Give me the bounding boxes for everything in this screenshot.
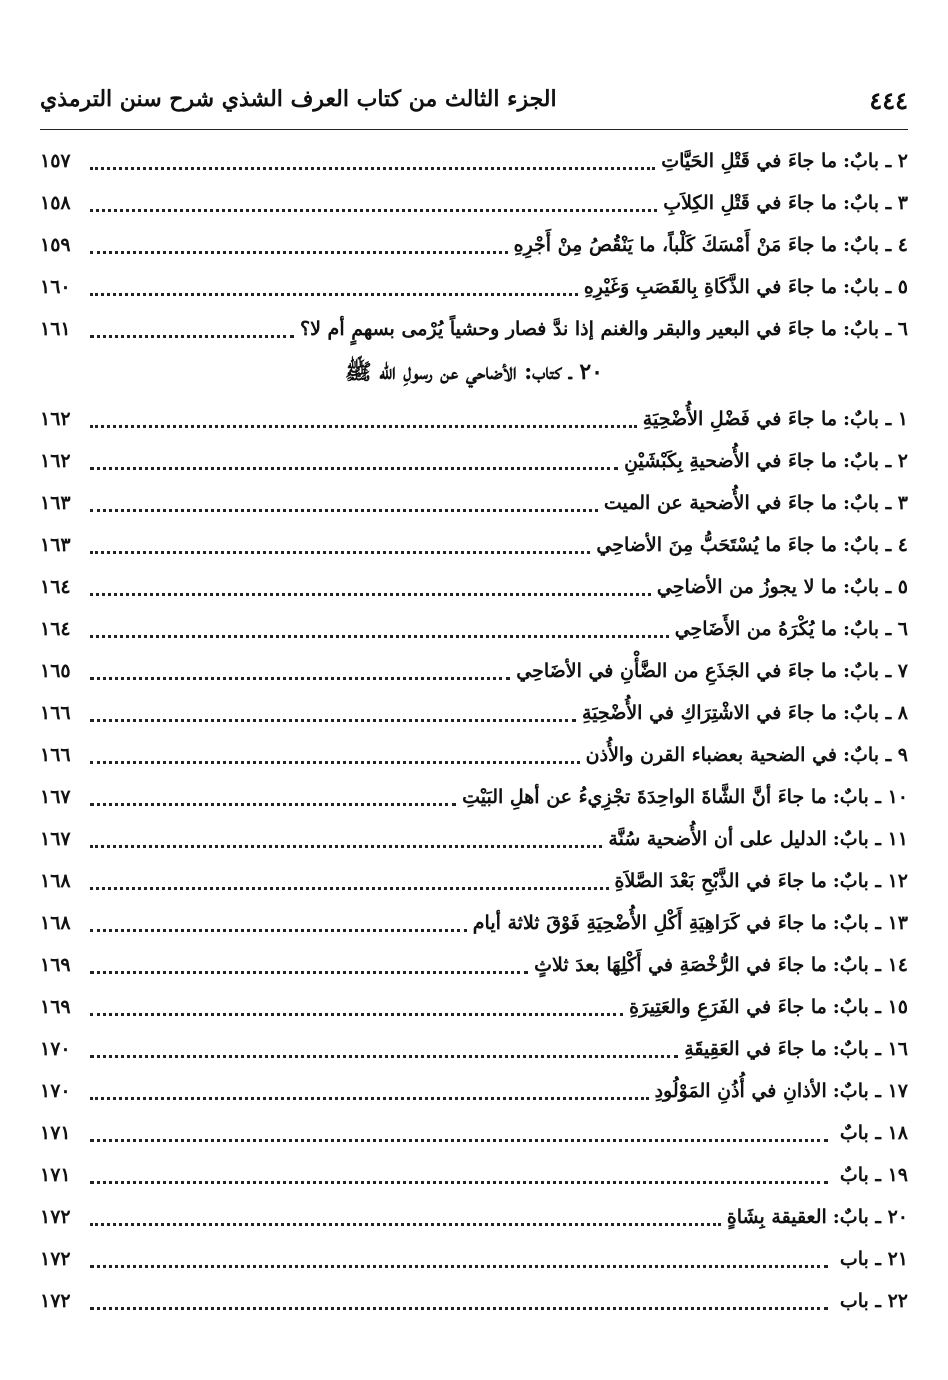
dot-leader <box>90 719 576 722</box>
toc-entry <box>40 1028 908 1070</box>
dot-leader <box>90 1265 828 1268</box>
dot-leader <box>90 1013 623 1016</box>
entry-title: ما يُكْرَهُ من الأَضَاحِي <box>674 618 837 640</box>
entry-number: ١٢ ـ بابٌ: <box>832 870 908 892</box>
toc-list-bottom <box>40 398 908 1322</box>
dot-leader <box>90 1223 721 1226</box>
entry-page-number: ١٦٤ <box>40 576 71 598</box>
toc-entry <box>40 1280 908 1322</box>
dot-leader <box>90 1307 828 1310</box>
entry-page-number: ١٦٦ <box>40 702 71 724</box>
entry-page-number: ١٦٨ <box>40 870 71 892</box>
entry-number: ١٩ ـ بابٌ <box>839 1164 908 1186</box>
page-number: ٤٤٤ <box>869 86 908 115</box>
entry-number: ١٦ ـ بابٌ: <box>832 1038 908 1060</box>
entry-title: ما جاءَ في الذَّكَاةِ بِالقَصَبِ وَغَيْرِهِ <box>583 276 837 298</box>
entry-title: ما جاءَ في البعير والبقر والغنم إذا ندَّ فصار وحشياً يُرْمى بسهمٍ أم لا؟ <box>300 318 837 340</box>
entry-title: ما جاءَ مَنْ أَمْسَكَ كَلْباً، ما يَنْقُصُ مِنْ أَجْرِهِ <box>513 234 837 256</box>
entry-page-number: ١٦٧ <box>40 786 71 808</box>
entry-title: العقيقة بِشَاةٍ <box>726 1206 827 1228</box>
entry-number: ٢١ ـ باب <box>839 1248 908 1270</box>
entry-page-number: ١٧١ <box>40 1122 71 1144</box>
toc-entry <box>40 224 908 266</box>
entry-title: الأذانِ في أُذُنِ المَوْلُودِ <box>654 1080 827 1102</box>
toc-entry <box>40 1238 908 1280</box>
entry-number: ٢٠ ـ بابٌ: <box>832 1206 908 1228</box>
toc-entry <box>40 1070 908 1112</box>
entry-title: في الضحية بعضباء القرن والأُذن <box>585 744 837 766</box>
entry-page-number: ١٥٧ <box>40 150 71 172</box>
entry-number: ٤ ـ بابٌ: <box>843 534 908 556</box>
entry-page-number: ١٦٨ <box>40 912 71 934</box>
toc-entry <box>40 182 908 224</box>
dot-leader <box>90 971 528 974</box>
entry-page-number: ١٦٩ <box>40 954 71 976</box>
entry-title: ما جاءَ في الفَرَعِ والعَتِيرَةِ <box>629 996 827 1018</box>
dot-leader <box>90 1097 649 1100</box>
section-heading: ٢٠ ـ كتاب: الأضاحي عن رسولِ الله ﷺ <box>345 359 603 385</box>
header-rule <box>40 129 908 130</box>
entry-page-number: ١٧٠ <box>40 1080 71 1102</box>
dot-leader <box>90 425 637 428</box>
toc-entry <box>40 398 908 440</box>
entry-page-number: ١٦٣ <box>40 492 71 514</box>
entry-page-number: ١٦٦ <box>40 744 71 766</box>
toc-entry <box>40 140 908 182</box>
entry-page-number: ١٦٢ <box>40 450 71 472</box>
entry-number: ١٥ ـ بابٌ: <box>832 996 908 1018</box>
toc-entry <box>40 1112 908 1154</box>
entry-title: ما جاءَ في كَرَاهِيَةِ أَكْلِ الأُضْحِيَةِ فَوْقَ ثلاثة أيام <box>472 912 827 934</box>
dot-leader <box>90 803 456 806</box>
dot-leader <box>90 677 510 680</box>
dot-leader <box>90 551 590 554</box>
entry-page-number: ١٦٧ <box>40 828 71 850</box>
entry-page-number: ١٦٩ <box>40 996 71 1018</box>
toc-entry <box>40 1196 908 1238</box>
dot-leader <box>90 1181 828 1184</box>
dot-leader <box>90 167 655 170</box>
entry-page-number: ١٥٨ <box>40 192 71 214</box>
dot-leader <box>90 335 294 338</box>
toc-entry <box>40 308 908 350</box>
dot-leader <box>90 467 618 470</box>
entry-page-number: ١٦٠ <box>40 276 71 298</box>
entry-page-number: ١٦٥ <box>40 660 71 682</box>
dot-leader <box>90 251 508 254</box>
entry-title: ما جاءَ ما يُسْتَحَبُّ مِنَ الأضاحِي <box>596 534 837 556</box>
dot-leader <box>90 1055 678 1058</box>
dot-leader <box>90 887 609 890</box>
entry-page-number: ١٦٤ <box>40 618 71 640</box>
table-of-contents <box>40 140 908 1322</box>
entry-number: ٥ ـ بابٌ: <box>843 576 908 598</box>
dot-leader <box>90 593 651 596</box>
toc-entry <box>40 650 908 692</box>
toc-entry <box>40 776 908 818</box>
entry-number: ١٧ ـ بابٌ: <box>832 1080 908 1102</box>
toc-entry <box>40 818 908 860</box>
dot-leader <box>90 209 657 212</box>
toc-entry <box>40 566 908 608</box>
toc-entry <box>40 986 908 1028</box>
entry-number: ٦ ـ بابٌ: <box>843 318 908 340</box>
entry-number: ١٤ ـ بابٌ: <box>832 954 908 976</box>
entry-number: ٩ ـ بابٌ: <box>843 744 908 766</box>
toc-entry <box>40 902 908 944</box>
entry-number: ٢ ـ بابٌ: <box>843 450 908 472</box>
entry-title: ما جاءَ في العَقِيقَةِ <box>684 1038 827 1060</box>
entry-page-number: ١٦٣ <box>40 534 71 556</box>
running-title: الجزء الثالث من كتاب العرف الشذي شرح سنن الترمذي <box>40 86 557 112</box>
toc-entry <box>40 608 908 650</box>
entry-number: ٣ ـ بابٌ: <box>843 492 908 514</box>
entry-title: ما جاءَ في الأُضحيةِ بِكَبْشَيْنِ <box>624 450 837 472</box>
entry-title: ما جاءَ أنَّ الشَّاةَ الواحِدَةَ تجْزِيءُ عن أهلِ البَيْتِ <box>462 786 827 808</box>
toc-entry <box>40 1154 908 1196</box>
dot-leader <box>90 929 467 932</box>
toc-entry <box>40 860 908 902</box>
entry-number: ١٣ ـ بابٌ: <box>832 912 908 934</box>
entry-page-number: ١٧٢ <box>40 1248 71 1270</box>
toc-entry <box>40 524 908 566</box>
entry-page-number: ١٦١ <box>40 318 71 340</box>
dot-leader <box>90 635 669 638</box>
entry-number: ٧ ـ بابٌ: <box>843 660 908 682</box>
entry-number: ٣ ـ بابٌ: <box>843 192 908 214</box>
entry-title: ما جاءَ في قَتْلِ الحَيَّاتِ <box>661 150 837 172</box>
entry-number: ٨ ـ بابٌ: <box>843 702 908 724</box>
entry-title: ما جاءَ في الأُضحية عن الميت <box>603 492 837 514</box>
entry-page-number: ١٧١ <box>40 1164 71 1186</box>
entry-number: ٦ ـ بابٌ: <box>843 618 908 640</box>
entry-title: الدليل على أن الأُضحية سُنَّة <box>608 828 827 850</box>
toc-entry <box>40 944 908 986</box>
entry-page-number: ١٥٩ <box>40 234 71 256</box>
entry-number: ١ ـ بابٌ: <box>843 408 908 430</box>
dot-leader <box>90 761 580 764</box>
dot-leader <box>90 1139 828 1142</box>
toc-entry <box>40 692 908 734</box>
dot-leader <box>90 845 602 848</box>
entry-page-number: ١٧٢ <box>40 1206 71 1228</box>
entry-title: ما جاءَ في الذَّبْحِ بَعْدَ الصَّلاَةِ <box>614 870 827 892</box>
entry-page-number: ١٧٠ <box>40 1038 71 1060</box>
entry-title: ما جاءَ في الرُّخْصَةِ في أَكْلِهَا بعدَ ثلاثٍ <box>534 954 827 976</box>
entry-title: ما جاءَ في قَتْلِ الكِلاَبِ <box>663 192 837 214</box>
running-header <box>40 86 908 126</box>
entry-number: ٢٢ ـ باب <box>839 1290 908 1312</box>
entry-title: ما جاءَ في الجَذَعِ من الضَّأْنِ في الأضَاحِي <box>516 660 837 682</box>
entry-number: ٤ ـ بابٌ: <box>843 234 908 256</box>
entry-page-number: ١٧٢ <box>40 1290 71 1312</box>
entry-title: ما جاءَ في الاشْتِرَاكِ في الأُضْحِيَةِ <box>582 702 837 724</box>
toc-list-top <box>40 140 908 350</box>
entry-number: ١٨ ـ بابٌ <box>839 1122 908 1144</box>
toc-entry <box>40 734 908 776</box>
entry-number: ٢ ـ بابٌ: <box>843 150 908 172</box>
entry-number: ٥ ـ بابٌ: <box>843 276 908 298</box>
entry-title: ما لا يجوزُ من الأضاحِي <box>656 576 837 598</box>
entry-page-number: ١٦٢ <box>40 408 71 430</box>
toc-entry <box>40 266 908 308</box>
toc-entry <box>40 482 908 524</box>
entry-number: ١١ ـ بابٌ: <box>832 828 908 850</box>
entry-title: ما جاءَ في فَضْلِ الأُضْحِيَةِ <box>642 408 837 430</box>
dot-leader <box>90 293 578 296</box>
toc-entry <box>40 440 908 482</box>
entry-number: ١٠ ـ بابٌ: <box>832 786 908 808</box>
dot-leader <box>90 509 598 512</box>
